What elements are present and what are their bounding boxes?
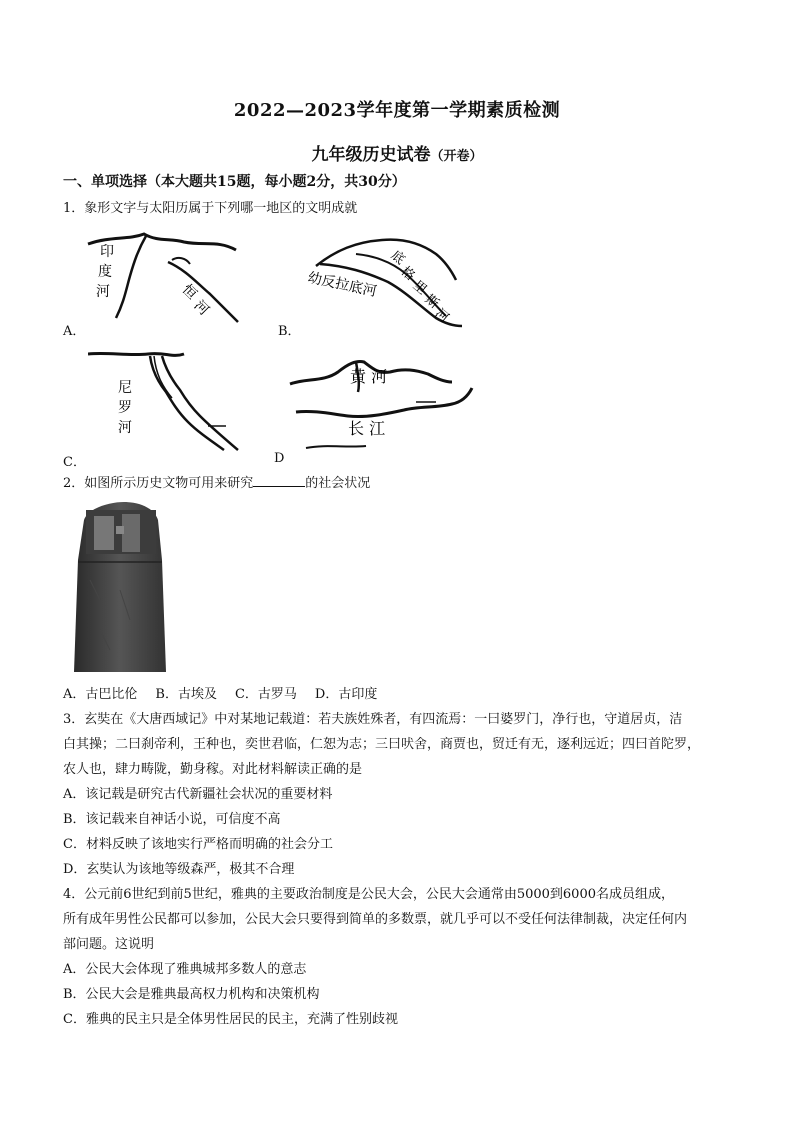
q2-stem-after: 的社会状况 <box>305 476 371 491</box>
stele-image <box>70 500 170 676</box>
q3-stem-line-2: 白其操；二曰刹帝利，王种也，奕世君临，仁恕为志；三曰吠舍，商贾也，贸迁有无，逐利远近；四曰首陀罗， <box>63 737 701 752</box>
map-a-ganges-label-1: 恒 <box>178 281 200 303</box>
map-a-indus-river <box>116 236 146 318</box>
map-b-north-border <box>316 240 456 280</box>
q2-option-d[interactable]: D．古印度 <box>314 687 378 702</box>
map-c-nile-label-2: 罗 <box>118 400 132 416</box>
map-c-nile <box>88 350 248 454</box>
q1-stem: 1．象形文字与太阳历属于下列哪一地区的文明成就 <box>63 201 358 216</box>
exam-subtitle-text: 九年级历史试卷 <box>311 145 431 165</box>
q1-option-d[interactable]: D <box>274 451 285 466</box>
q3-stem-line-1: 3．玄奘在《大唐西域记》中对某地记载道：若夫族姓殊者，有四流焉：一曰婆罗门，净行也，守道居贞，洁 <box>63 712 683 727</box>
section-heading: 一、单项选择（本大题共15题，每小题2分，共30分） <box>63 174 406 190</box>
map-d-china <box>286 352 474 452</box>
q4-stem-line-2: 所有成年男性公民都可以参加，公民大会只要得到简单的多数票，就几乎可以不受任何法律制裁，决定任何内 <box>63 912 688 927</box>
q3-option-c[interactable]: C．材料反映了该地实行严格而明确的社会分工 <box>63 837 333 852</box>
q2-option-a[interactable]: A．古巴比伦 <box>63 687 138 702</box>
map-a-indus-label-2: 度 <box>98 264 112 280</box>
exam-subtitle <box>0 140 794 165</box>
map-b-tigris-label-3: 里 <box>409 278 430 298</box>
map-b-euphrates-label: 幼反拉底河 <box>306 269 379 301</box>
q2-blank <box>253 473 305 487</box>
q3-stem-line-3: 农人也，肆力畴陇，勤身稼。对此材料解读正确的是 <box>63 762 363 777</box>
map-b-tigris-label-5: 河 <box>431 306 452 326</box>
q2-stem-before: 2．如图所示历史文物可用来研究 <box>63 476 254 491</box>
q1-option-b[interactable]: B． <box>278 324 301 339</box>
q1-option-c[interactable]: C． <box>63 455 86 470</box>
map-a-india <box>86 232 246 328</box>
q3-option-b[interactable]: B．该记载来自神话小说，可信度不高 <box>63 812 281 827</box>
map-d-yellow-label: 黄 河 <box>350 367 388 386</box>
q4-option-b[interactable]: B．公民大会是雅典最高权力机构和决策机构 <box>63 987 320 1002</box>
q4-option-a[interactable]: A．公民大会体现了雅典城邦多数人的意志 <box>63 962 307 977</box>
map-c-coast <box>88 353 184 355</box>
q4-stem-line-3: 部问题。这说明 <box>63 937 155 952</box>
map-b-mesopotamia <box>296 236 466 328</box>
q1-option-a[interactable]: A． <box>63 324 86 339</box>
exam-title: 2022—2023学年度第一学期素质检测 <box>233 100 561 121</box>
q2-option-c[interactable]: C．古罗马 <box>234 687 297 702</box>
map-a-indus-label-3: 河 <box>96 284 110 300</box>
exam-subtitle-note: （开卷） <box>430 149 483 164</box>
map-a-ganges-label-2: 河 <box>190 297 212 319</box>
map-c-nile-west <box>150 356 224 450</box>
q3-option-d[interactable]: D．玄奘认为该地等级森严，极其不合理 <box>63 862 295 877</box>
map-b-tigris-label-2: 格 <box>397 264 418 284</box>
map-c-nile-label-1: 尼 <box>118 380 132 396</box>
map-d-yangtze-river <box>296 388 472 417</box>
q4-option-c[interactable]: C．雅典的民主只是全体男性居民的民主，充满了性别歧视 <box>63 1012 398 1027</box>
map-b-tigris-label-4: 斯 <box>421 292 442 312</box>
q2-stem <box>63 473 370 494</box>
q2-options <box>63 685 377 705</box>
q3-option-a[interactable]: A．该记载是研究古代新疆社会状况的重要材料 <box>63 787 333 802</box>
map-d-yangtze-label: 长 江 <box>348 419 386 438</box>
map-c-nile-label-3: 河 <box>118 420 132 436</box>
map-a-indus-label-1: 印 <box>100 244 114 260</box>
q2-option-b[interactable]: B．古埃及 <box>155 687 217 702</box>
q4-stem-line-1: 4．公元前6世纪到前5世纪，雅典的主要政治制度是公民大会，公民大会通常由5000到6000名成员组成， <box>63 887 674 902</box>
map-b-tigris-label-1: 底 <box>387 248 408 268</box>
